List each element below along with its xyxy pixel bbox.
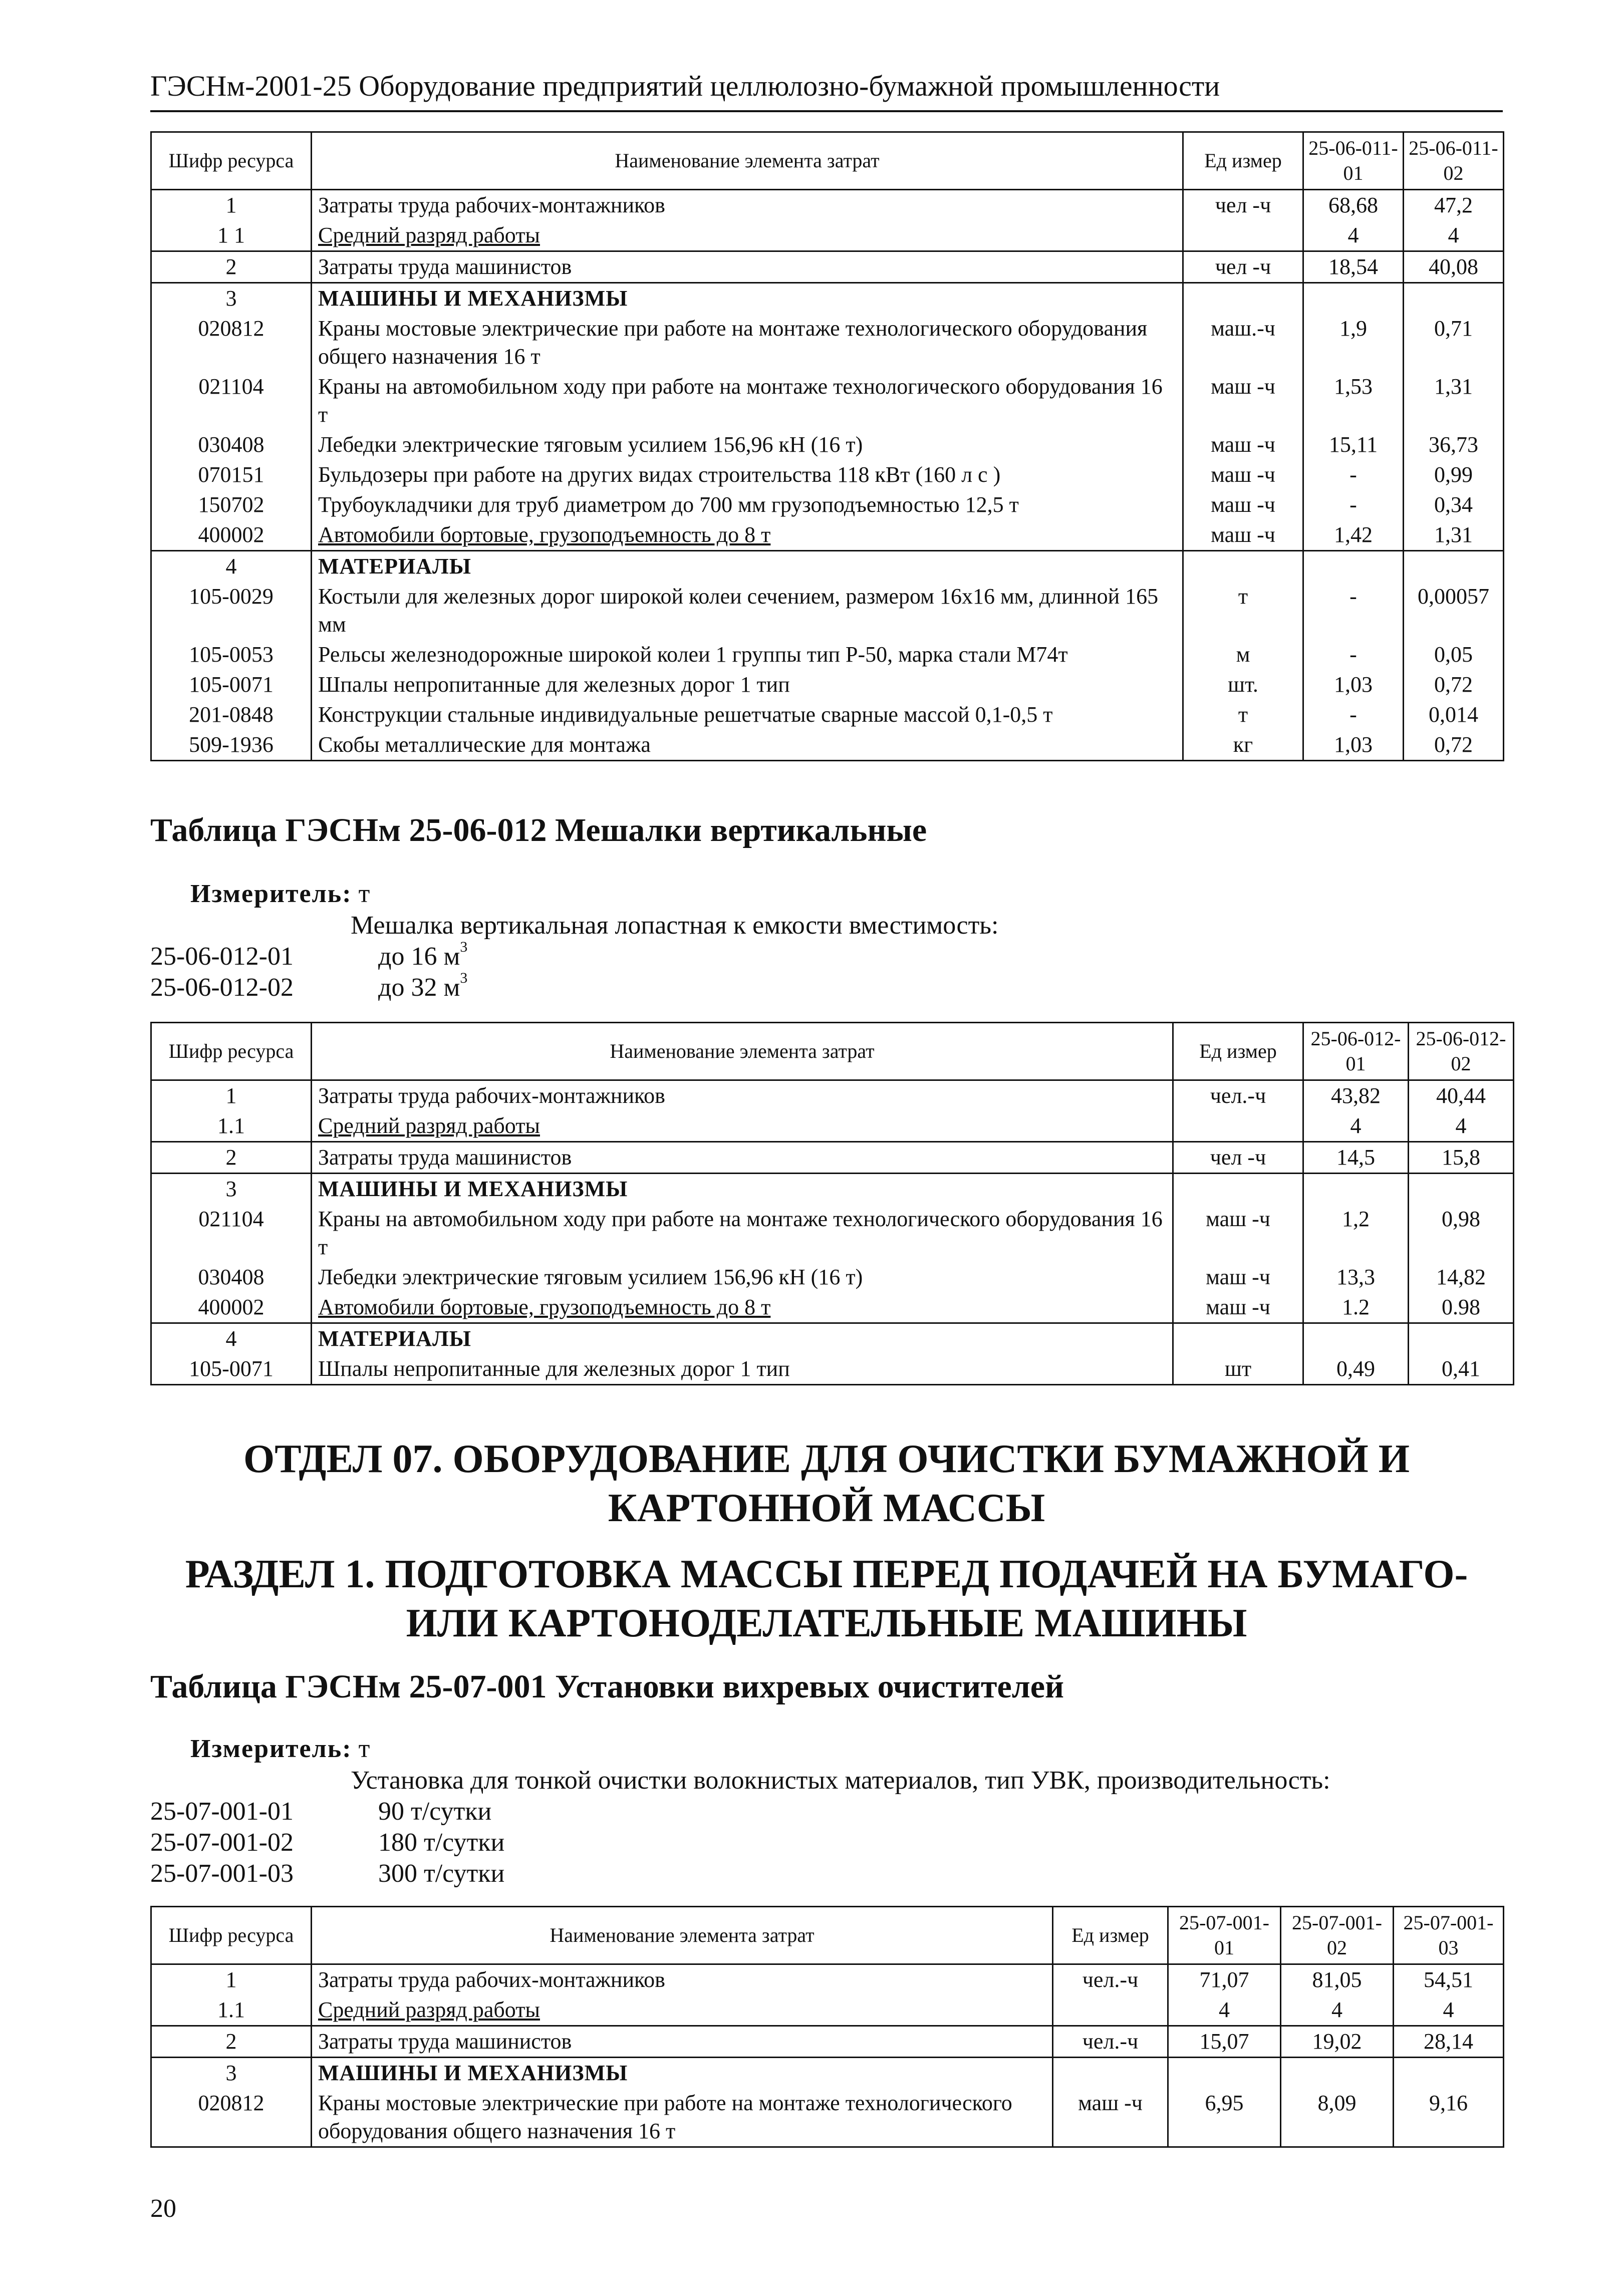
table-row — [151, 2088, 1504, 2147]
cost-element-name: МАТЕРИАЛЫ — [312, 1323, 1173, 1354]
norm-value: 0,41 — [1409, 1354, 1514, 1385]
norm-value: 40,44 — [1409, 1080, 1514, 1111]
norm-value: 28,14 — [1394, 2026, 1504, 2058]
table-row — [151, 2058, 1504, 2089]
norm-value: 13,3 — [1303, 1262, 1409, 1292]
unit: маш.-ч — [1183, 314, 1303, 372]
variant-value: 180 т/сутки — [378, 1828, 505, 1857]
resource-code: 400002 — [151, 520, 312, 551]
header-norm-1: 25-06-011-01 — [1303, 132, 1404, 190]
unit — [1173, 1111, 1303, 1142]
unit — [1183, 220, 1303, 251]
norm-value: 1,53 — [1303, 372, 1404, 430]
variant-value: до 32 $м^3$ — [378, 970, 468, 1002]
norm-value: 1,9 — [1303, 314, 1404, 372]
measure-label: Измеритель: — [190, 1735, 352, 1763]
norm-value: 0,014 — [1404, 700, 1504, 730]
table-row — [151, 220, 1504, 251]
unit: шт — [1173, 1354, 1303, 1385]
table-header-row — [151, 1907, 1504, 1964]
unit: чел -ч — [1183, 251, 1303, 283]
resource-code: 4 — [151, 551, 312, 582]
measure-label: Измеритель: — [190, 880, 352, 908]
norm-value: 0,72 — [1404, 730, 1504, 761]
norm-value: 4 — [1404, 220, 1504, 251]
table-row — [151, 1204, 1514, 1262]
unit: маш -ч — [1183, 490, 1303, 520]
measure-unit: т — [358, 1735, 370, 1763]
norm-value: 81,05 — [1281, 1964, 1394, 1995]
resource-code: 021104 — [151, 372, 312, 430]
part-heading-line2: ИЛИ КАРТОНОДЕЛАТЕЛЬНЫЕ МАШИНЫ — [406, 1601, 1247, 1645]
norm-value: 15,8 — [1409, 1142, 1514, 1174]
resource-code: 030408 — [151, 1262, 312, 1292]
resource-table-25-06-012 — [150, 1022, 1514, 1385]
header-norm-1: 25-06-012-01 — [1303, 1023, 1409, 1080]
resource-code: 1 — [151, 1080, 312, 1111]
table-title-25-06-012: Таблица ГЭСНм 25-06-012 Мешалки вертикальные — [150, 812, 927, 848]
norm-value: 0,99 — [1404, 460, 1504, 490]
unit: чел.-ч — [1053, 2026, 1168, 2058]
header-name: Наименование элемента затрат — [312, 1907, 1053, 1964]
table-title-25-07-001: Таблица ГЭСНм 25-07-001 Установки вихревых очистителей — [150, 1668, 1064, 1705]
cost-element-name: Шпалы непропитанные для железных дорог 1 тип — [312, 1354, 1173, 1385]
norm-value: 0,72 — [1404, 670, 1504, 700]
table-row — [151, 283, 1504, 314]
table-row — [151, 1292, 1514, 1323]
resource-code: 030408 — [151, 430, 312, 460]
cost-element-name: Затраты труда рабочих-монтажников — [312, 1964, 1053, 1995]
cost-element-name: Рельсы железнодорожные широкой колеи 1 группы тип Р-50, марка стали М74т — [312, 640, 1183, 670]
table-row — [151, 251, 1504, 283]
norm-value: 1.2 — [1303, 1292, 1409, 1323]
cost-element-name: Трубоукладчики для труб диаметром до 700 мм грузоподъемностью 12,5 т — [312, 490, 1183, 520]
table-row — [151, 1354, 1514, 1385]
norm-value: 4 — [1303, 220, 1404, 251]
norm-value: - — [1303, 640, 1404, 670]
norm-value — [1394, 2058, 1504, 2089]
resource-code: 070151 — [151, 460, 312, 490]
table-description: Установка для тонкой очистки волокнистых материалов, тип УВК, производительность: — [351, 1766, 1330, 1795]
table-row — [151, 1080, 1514, 1111]
norm-value: 4 — [1281, 1995, 1394, 2026]
variant-code: 25-06-012-02 — [150, 973, 294, 1002]
department-heading-line2: КАРТОННОЙ МАССЫ — [608, 1486, 1045, 1530]
resource-code: 3 — [151, 283, 312, 314]
norm-value: 1,31 — [1404, 520, 1504, 551]
norm-value — [1168, 2058, 1281, 2089]
resource-code: 105-0053 — [151, 640, 312, 670]
norm-value — [1303, 551, 1404, 582]
header-norm-2: 25-06-012-02 — [1409, 1023, 1514, 1080]
cost-element-name: Лебедки электрические тяговым усилием 156,96 кН (16 т) — [312, 1262, 1173, 1292]
norm-value — [1404, 283, 1504, 314]
norm-value: 1,03 — [1303, 670, 1404, 700]
resource-code: 1.1 — [151, 1995, 312, 2026]
table-row — [151, 1995, 1504, 2026]
resource-code: 020812 — [151, 2088, 312, 2147]
cost-element-name: МАШИНЫ И МЕХАНИЗМЫ — [312, 1174, 1173, 1205]
norm-value: 15,11 — [1303, 430, 1404, 460]
norm-value: 40,08 — [1404, 251, 1504, 283]
norm-value: 14,5 — [1303, 1142, 1409, 1174]
norm-value — [1303, 1174, 1409, 1205]
resource-table-25-07-001 — [150, 1906, 1504, 2148]
norm-value: 4 — [1303, 1111, 1409, 1142]
table-row — [151, 1323, 1514, 1354]
unit: чел -ч — [1173, 1142, 1303, 1174]
unit: маш -ч — [1173, 1292, 1303, 1323]
cost-element-name: Затраты труда рабочих-монтажников — [312, 190, 1183, 221]
table-row — [151, 730, 1504, 761]
table-row — [151, 430, 1504, 460]
header-norm-1: 25-07-001-01 — [1168, 1907, 1281, 1964]
norm-value: 1,31 — [1404, 372, 1504, 430]
cost-element-name: Затраты труда машинистов — [312, 2026, 1053, 2058]
unit — [1053, 2058, 1168, 2089]
cost-element-name: Автомобили бортовые, грузоподъемность до 8 т — [312, 520, 1183, 551]
resource-table-25-06-011 — [150, 131, 1504, 761]
unit — [1173, 1323, 1303, 1354]
header-norm-3: 25-07-001-03 — [1394, 1907, 1504, 1964]
table-row — [151, 372, 1504, 430]
unit: маш -ч — [1183, 520, 1303, 551]
unit: м — [1183, 640, 1303, 670]
norm-value: 0,71 — [1404, 314, 1504, 372]
norm-value: 14,82 — [1409, 1262, 1514, 1292]
resource-code: 105-0071 — [151, 670, 312, 700]
table-row — [151, 1111, 1514, 1142]
header-name: Наименование элемента затрат — [312, 1023, 1173, 1080]
unit: маш -ч — [1173, 1262, 1303, 1292]
cost-element-name: Автомобили бортовые, грузоподъемность до 8 т — [312, 1292, 1173, 1323]
unit — [1053, 1995, 1168, 2026]
cost-element-name: Бульдозеры при работе на других видах строительства 118 кВт (160 л с ) — [312, 460, 1183, 490]
table-row — [151, 520, 1504, 551]
resource-code: 2 — [151, 2026, 312, 2058]
unit: маш -ч — [1183, 460, 1303, 490]
norm-value: - — [1303, 490, 1404, 520]
table-row — [151, 1174, 1514, 1205]
table-header-row — [151, 1023, 1514, 1080]
unit — [1173, 1174, 1303, 1205]
cost-element-name: Средний разряд работы — [312, 220, 1183, 251]
cost-element-name: МАТЕРИАЛЫ — [312, 551, 1183, 582]
cost-element-name: Краны мостовые электрические при работе на монтаже технологического оборудования общего назначения 16 т — [312, 314, 1183, 372]
variant-value: 90 т/сутки — [378, 1797, 492, 1826]
cost-element-name: Краны на автомобильном ходу при работе на монтаже технологического оборудования 16 т — [312, 1204, 1173, 1262]
resource-code: 020812 — [151, 314, 312, 372]
norm-value: 6,95 — [1168, 2088, 1281, 2147]
table-row — [151, 490, 1504, 520]
table-row — [151, 670, 1504, 700]
resource-code: 3 — [151, 1174, 312, 1205]
cost-element-name: Краны мостовые электрические при работе на монтаже технологического оборудования общего назначения 16 т — [312, 2088, 1053, 2147]
cost-element-name: Затраты труда машинистов — [312, 251, 1183, 283]
norm-value: - — [1303, 582, 1404, 640]
variant-value: до 16 $м^3$ — [378, 939, 468, 971]
table-row — [151, 1964, 1504, 1995]
resource-code: 2 — [151, 251, 312, 283]
norm-value: 18,54 — [1303, 251, 1404, 283]
table-row — [151, 582, 1504, 640]
unit: чел.-ч — [1053, 1964, 1168, 1995]
resource-code: 1 — [151, 190, 312, 221]
norm-value: 36,73 — [1404, 430, 1504, 460]
variant-code: 25-07-001-02 — [150, 1828, 294, 1857]
variant-value: 300 т/сутки — [378, 1859, 505, 1888]
resource-code: 021104 — [151, 1204, 312, 1262]
norm-value: 4 — [1394, 1995, 1504, 2026]
norm-value: 0.98 — [1409, 1292, 1514, 1323]
table-row — [151, 551, 1504, 582]
variant-code: 25-07-001-01 — [150, 1797, 294, 1826]
cost-element-name: Затраты труда машинистов — [312, 1142, 1173, 1174]
norm-value: 0,34 — [1404, 490, 1504, 520]
norm-value: 0,98 — [1409, 1204, 1514, 1262]
cost-element-name: Лебедки электрические тяговым усилием 156,96 кН (16 т) — [312, 430, 1183, 460]
norm-value: - — [1303, 460, 1404, 490]
header-norm-2: 25-07-001-02 — [1281, 1907, 1394, 1964]
norm-value: 71,07 — [1168, 1964, 1281, 1995]
unit: чел -ч — [1183, 190, 1303, 221]
norm-value: 0,00057 — [1404, 582, 1504, 640]
running-header: ГЭСНм-2001-25 Оборудование предприятий целлюлозно-бумажной промышленности — [150, 70, 1503, 112]
table-header-row — [151, 132, 1504, 190]
measure-unit: т — [358, 880, 370, 908]
norm-value: 8,09 — [1281, 2088, 1394, 2147]
unit: т — [1183, 582, 1303, 640]
table-row — [151, 460, 1504, 490]
unit — [1183, 551, 1303, 582]
cost-element-name: Краны на автомобильном ходу при работе на монтаже технологического оборудования 16 т — [312, 372, 1183, 430]
resource-code: 400002 — [151, 1292, 312, 1323]
header-unit: Ед измер — [1183, 132, 1303, 190]
unit: маш -ч — [1183, 372, 1303, 430]
unit: шт. — [1183, 670, 1303, 700]
cost-element-name: Костыли для железных дорог широкой колеи сечением, размером 16х16 мм, длинной 165 мм — [312, 582, 1183, 640]
resource-code: 4 — [151, 1323, 312, 1354]
norm-value: 1,03 — [1303, 730, 1404, 761]
table-row — [151, 1262, 1514, 1292]
header-unit: Ед измер — [1053, 1907, 1168, 1964]
table-description: Мешалка вертикальная лопастная к емкости вместимость: — [351, 911, 999, 940]
table-row — [151, 190, 1504, 221]
unit: т — [1183, 700, 1303, 730]
header-code: Шифр ресурса — [151, 1023, 312, 1080]
variant-code: 25-06-012-01 — [150, 942, 294, 971]
norm-value — [1409, 1323, 1514, 1354]
norm-value: 9,16 — [1394, 2088, 1504, 2147]
norm-value — [1409, 1174, 1514, 1205]
resource-code: 201-0848 — [151, 700, 312, 730]
resource-code: 1 — [151, 1964, 312, 1995]
cost-element-name: Конструкции стальные индивидуальные решетчатые сварные массой 0,1-0,5 т — [312, 700, 1183, 730]
norm-value: 68,68 — [1303, 190, 1404, 221]
unit: кг — [1183, 730, 1303, 761]
resource-code: 105-0029 — [151, 582, 312, 640]
cost-element-name: Средний разряд работы — [312, 1111, 1173, 1142]
norm-value: 1,42 — [1303, 520, 1404, 551]
table-row — [151, 700, 1504, 730]
page-number: 20 — [150, 2194, 176, 2223]
header-name: Наименование элемента затрат — [312, 132, 1183, 190]
norm-value: 15,07 — [1168, 2026, 1281, 2058]
header-norm-2: 25-06-011-02 — [1404, 132, 1504, 190]
unit: маш -ч — [1183, 430, 1303, 460]
cost-element-name: Средний разряд работы — [312, 1995, 1053, 2026]
cost-element-name: Затраты труда рабочих-монтажников — [312, 1080, 1173, 1111]
norm-value: 43,82 — [1303, 1080, 1409, 1111]
norm-value: 54,51 — [1394, 1964, 1504, 1995]
resource-code: 509-1936 — [151, 730, 312, 761]
cost-element-name: Скобы металлические для монтажа — [312, 730, 1183, 761]
resource-code: 1 1 — [151, 220, 312, 251]
table-row — [151, 640, 1504, 670]
norm-value — [1303, 283, 1404, 314]
table-row — [151, 1142, 1514, 1174]
cost-element-name: МАШИНЫ И МЕХАНИЗМЫ — [312, 2058, 1053, 2089]
norm-value: - — [1303, 700, 1404, 730]
unit: маш -ч — [1053, 2088, 1168, 2147]
resource-code: 1.1 — [151, 1111, 312, 1142]
norm-value — [1404, 551, 1504, 582]
header-code: Шифр ресурса — [151, 132, 312, 190]
variant-code: 25-07-001-03 — [150, 1859, 294, 1888]
norm-value: 4 — [1409, 1111, 1514, 1142]
norm-value: 1,2 — [1303, 1204, 1409, 1262]
resource-code: 3 — [151, 2058, 312, 2089]
norm-value — [1303, 1323, 1409, 1354]
cost-element-name: МАШИНЫ И МЕХАНИЗМЫ — [312, 283, 1183, 314]
part-heading-line1: РАЗДЕЛ 1. ПОДГОТОВКА МАССЫ ПЕРЕД ПОДАЧЕЙ НА БУМАГО- — [185, 1552, 1468, 1596]
norm-value: 0,49 — [1303, 1354, 1409, 1385]
table-row — [151, 2026, 1504, 2058]
resource-code: 150702 — [151, 490, 312, 520]
measure-line — [190, 879, 370, 909]
resource-code: 2 — [151, 1142, 312, 1174]
resource-code: 105-0071 — [151, 1354, 312, 1385]
cost-element-name: Шпалы непропитанные для железных дорог 1 тип — [312, 670, 1183, 700]
norm-value — [1281, 2058, 1394, 2089]
table-row — [151, 314, 1504, 372]
unit: маш -ч — [1173, 1204, 1303, 1262]
header-code: Шифр ресурса — [151, 1907, 312, 1964]
norm-value: 47,2 — [1404, 190, 1504, 221]
header-unit: Ед измер — [1173, 1023, 1303, 1080]
measure-line — [190, 1734, 370, 1764]
norm-value: 19,02 — [1281, 2026, 1394, 2058]
department-heading-line1: ОТДЕЛ 07. ОБОРУДОВАНИЕ ДЛЯ ОЧИСТКИ БУМАЖНОЙ И — [243, 1437, 1410, 1481]
unit — [1183, 283, 1303, 314]
unit: чел.-ч — [1173, 1080, 1303, 1111]
norm-value: 4 — [1168, 1995, 1281, 2026]
norm-value: 0,05 — [1404, 640, 1504, 670]
